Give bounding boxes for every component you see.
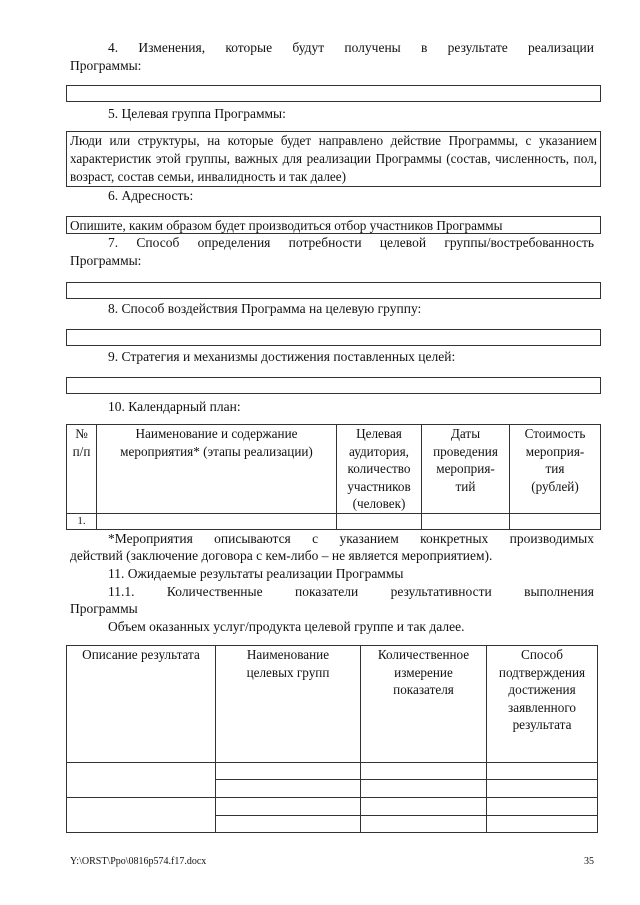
header-event-name: Наименование и содержание мероприятия* (этапы реализации) [97, 425, 337, 514]
section-4-input-box[interactable] [66, 85, 601, 102]
row-dates-cell[interactable] [422, 513, 510, 529]
results-cell[interactable] [487, 780, 598, 798]
section-11-1-heading-cont: Программы [70, 601, 138, 616]
results-cell[interactable] [487, 816, 598, 833]
header-number: № п/п [67, 425, 97, 514]
section-11-1-note: Объем оказанных услуг/продукта целевой группе и так далее. [108, 619, 465, 634]
footer-file-path: Y:\ORST\Ppo\0816p574.f17.docx [70, 856, 207, 867]
section-6-box-text: Опишите, каким образом будет производиться отбор участников Программы [70, 218, 503, 233]
section-7-input-box[interactable] [66, 282, 601, 299]
results-description-cell[interactable] [67, 763, 216, 798]
section-5-box-text: Люди или структуры, на которые будет направлено действие Программы, с указанием характеристик этой группы, важных для реализации Программы (состав, численность, пол, возраст, состав семьи, инвалидность и так далее) [70, 133, 597, 184]
section-4-heading-cont: Программы: [70, 58, 142, 73]
section-7-heading: 7. Способ определения потребности целевой группы/востребованность [108, 235, 594, 250]
results-row [67, 763, 598, 780]
row-cost-cell[interactable] [510, 513, 601, 529]
results-cell[interactable] [361, 763, 487, 780]
results-cell[interactable] [216, 798, 361, 816]
section-6-heading: 6. Адресность: [108, 188, 194, 203]
header-quantitative-measure: Количественное измерение показателя [361, 646, 487, 763]
section-5-input-box[interactable] [66, 131, 601, 187]
results-cell[interactable] [361, 780, 487, 798]
results-cell[interactable] [216, 816, 361, 833]
section-4-heading: 4. Изменения, которые будут получены в результате реализации [108, 40, 594, 55]
header-confirmation-method: Способ подтверждения достижения заявленного результата [487, 646, 598, 763]
header-cost: Стоимость мероприя- тия (рублей) [510, 425, 601, 514]
footer-page-number: 35 [584, 856, 594, 867]
results-cell[interactable] [487, 798, 598, 816]
section-11-1-heading: 11.1. Количественные показатели результативности выполнения [108, 584, 594, 599]
section-6-input-box[interactable] [66, 216, 601, 234]
calendar-plan-row [67, 513, 601, 529]
row-event-cell[interactable] [97, 513, 337, 529]
header-target-audience: Целевая аудитория, количество участников (человек) [337, 425, 422, 514]
section-9-heading: 9. Стратегия и механизмы достижения поставленных целей: [108, 349, 456, 364]
section-8-input-box[interactable] [66, 329, 601, 346]
section-8-heading: 8. Способ воздействия Программа на целевую группу: [108, 301, 422, 316]
calendar-plan-table [66, 424, 601, 530]
row-number: 1. [67, 513, 97, 529]
section-7-heading-cont: Программы: [70, 253, 142, 268]
results-cell[interactable] [216, 780, 361, 798]
section-9-input-box[interactable] [66, 377, 601, 394]
footnote-line-2: действий (заключение договора с кем-либо – не является мероприятием). [70, 548, 493, 563]
results-row [67, 798, 598, 816]
calendar-plan-header-row [67, 425, 601, 514]
header-target-groups: Наименование целевых групп [216, 646, 361, 763]
results-cell[interactable] [487, 763, 598, 780]
footnote-line-1: *Мероприятия описываются с указанием конкретных производимых [108, 531, 594, 546]
results-cell[interactable] [361, 798, 487, 816]
header-result-description: Описание результата [67, 646, 216, 763]
section-11-heading: 11. Ожидаемые результаты реализации Программы [108, 566, 404, 581]
header-dates: Даты проведения мероприя- тий [422, 425, 510, 514]
results-description-cell[interactable] [67, 798, 216, 833]
results-cell[interactable] [216, 763, 361, 780]
section-10-heading: 10. Календарный план: [108, 399, 241, 414]
section-5-heading: 5. Целевая группа Программы: [108, 106, 286, 121]
results-table [66, 645, 598, 833]
results-cell[interactable] [361, 816, 487, 833]
results-header-row [67, 646, 598, 763]
row-audience-cell[interactable] [337, 513, 422, 529]
